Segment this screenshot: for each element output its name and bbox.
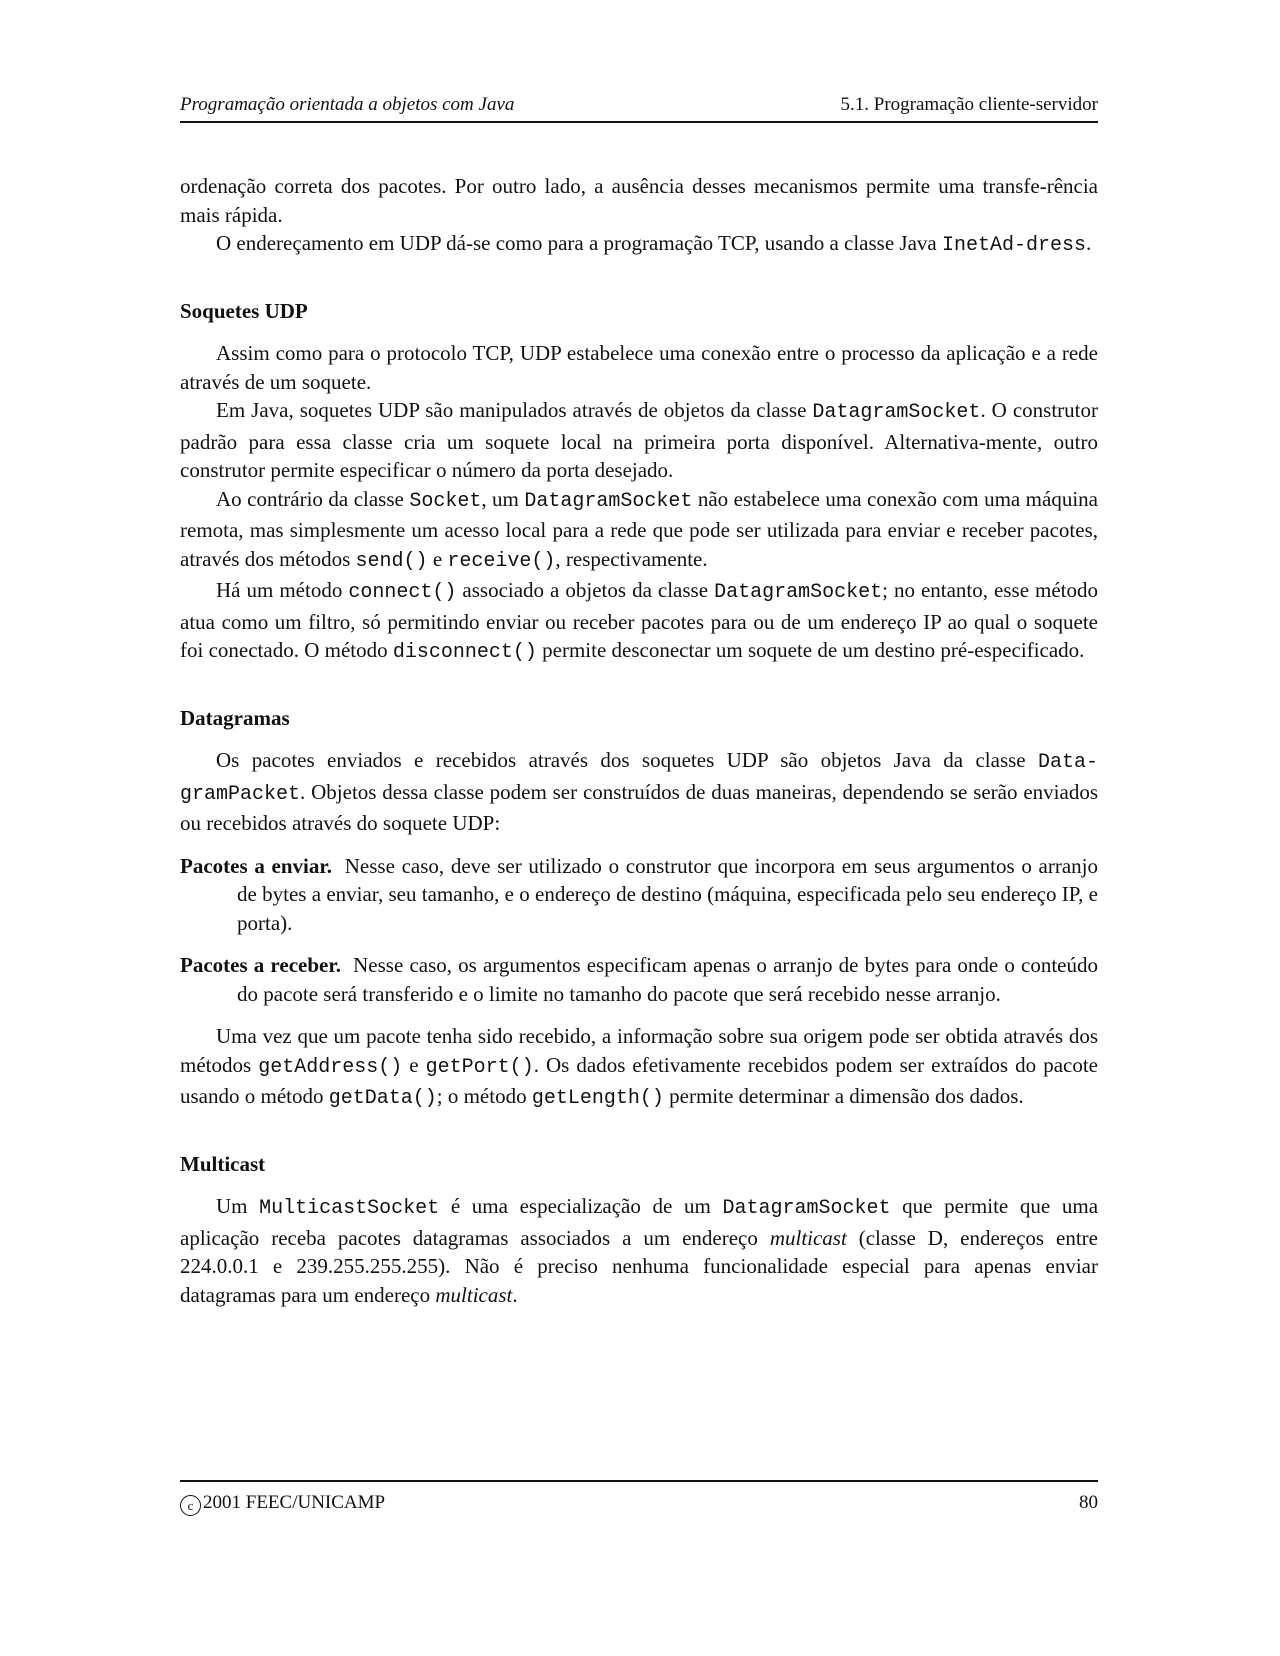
text: (classe D, endereços entre 224.0.0.1 e 239.255.255.255). Não é preciso nenhuma funcionalidade especial para apenas enviar datagramas para um endereço [180, 1225, 1098, 1307]
text: , respectivamente. [555, 546, 708, 571]
soquetes-paragraph-1: Assim como para o protocolo TCP, UDP estabelece uma conexão entre o processo da aplicação e a rede através de um soquete. [180, 341, 1098, 394]
text: . O construtor padrão para essa classe cria um soquete local na primeira porta disponível. Alternativa-mente, outro construtor permite especificar o número da porta desejado. [180, 398, 1098, 482]
text: não estabelece uma conexão com uma máquina remota, mas simplesmente um acesso local para a rede que pode ser utilizada para enviar e receber pacotes, através dos métodos [180, 486, 1098, 571]
term-pacotes-enviar: Pacotes a enviar. [180, 853, 333, 878]
code-disconnect: disconnect() [392, 641, 537, 664]
code-send: send() [355, 549, 428, 573]
datagramas-paragraph-2 [180, 1022, 1098, 1114]
code-datagramsocket: DatagramSocket [524, 489, 693, 513]
intro-paragraph-2 [180, 229, 1098, 261]
term-pacotes-receber: Pacotes a receber. [180, 953, 341, 977]
copyright-text: 2001 FEEC/UNICAMP [203, 1492, 386, 1513]
code-multicastsocket: MulticastSocket [259, 1197, 440, 1220]
text: , um [481, 486, 525, 511]
code-getdata: getData() [328, 1087, 437, 1110]
text: Uma vez que um pacote tenha sido recebido, a informação sobre sua origem pode ser obtida através dos métodos [180, 1024, 1098, 1077]
code-getport: getPort() [425, 1055, 534, 1079]
text: Em Java, soquetes UDP são manipulados através de objetos da classe [216, 398, 813, 422]
code-datagramsocket: DatagramSocket [714, 581, 883, 604]
copyright-icon: c [180, 1495, 201, 1516]
multicast-paragraph-1 [180, 1192, 1098, 1309]
text: O endereçamento em UDP dá-se como para a programação TCP, usando a classe Java [216, 231, 942, 255]
code-inetaddress: InetAd-dress [942, 234, 1087, 257]
text: Nesse caso, deve ser utilizado o construtor que incorpora em seus argumentos o arranjo de bytes a enviar, seu tamanho, e o endereço de destino (máquina, especificada pelo seu endereço IP, e porta). [237, 853, 1098, 935]
code-socket: Socket [409, 489, 482, 513]
description-item-enviar [180, 852, 1098, 938]
page-number: 80 [1079, 1492, 1098, 1513]
datagramas-paragraph-1 [180, 746, 1098, 838]
text: ; no entanto, esse método atua como um filtro, só permitindo enviar ou receber pacotes para ou de um endereço IP ao qual o soquete foi conectado. O método [180, 578, 1099, 662]
text: Os pacotes enviados e recebidos através dos soquetes UDP são objetos Java da classe [216, 748, 1038, 772]
text: permite determinar a dimensão dos dados. [663, 1084, 1024, 1108]
code-datagramsocket: DatagramSocket [722, 1197, 891, 1220]
text: Ao contrário da classe [216, 486, 410, 511]
text: e [427, 546, 448, 571]
code-getlength: getLength() [531, 1087, 664, 1110]
text: permite desconectar um soquete de um destino pré-especificado. [536, 638, 1085, 662]
text: . [512, 1282, 518, 1307]
heading-datagramas: Datagramas [180, 705, 290, 730]
text: é uma especialização de um [439, 1194, 723, 1218]
code-connect: connect() [348, 581, 457, 604]
text: . Objetos dessa classe podem ser construídos de duas maneiras, dependendo se serão enviados ou recebidos através do soquete UDP: [180, 779, 1098, 835]
soquetes-paragraph-2 [180, 396, 1098, 485]
copyright-notice [180, 1492, 385, 1516]
text: associado a objetos da classe [456, 578, 715, 602]
code-receive: receive() [447, 549, 556, 573]
page-footer [180, 1480, 1098, 1516]
text: . [1086, 231, 1092, 255]
heading-soquetes-udp: Soquetes UDP [180, 298, 308, 323]
text: . Os dados efetivamente recebidos podem ser extraídos do pacote usando o método [180, 1052, 1098, 1108]
text: que permite que uma aplicação receba pacotes datagramas associados a um endereço [180, 1194, 1099, 1250]
intro-paragraph-1: ordenação correta dos pacotes. Por outro lado, a ausência desses mecanismos permite uma transfe-rência mais rápida. [180, 174, 1098, 227]
text: Um [216, 1194, 260, 1218]
heading-multicast: Multicast [180, 1151, 266, 1176]
code-getaddress: getAddress() [258, 1055, 403, 1079]
code-datagrampacket: Data-gramPacket [180, 751, 1098, 806]
text: e [402, 1052, 426, 1077]
code-datagramsocket: DatagramSocket [812, 401, 981, 424]
text: Nesse caso, os argumentos especificam apenas o arranjo de bytes para onde o conteúdo do pacote será transferido e o limite no tamanho do pacote que será recebido nesse arranjo. [237, 953, 1099, 1006]
description-item-receber [180, 951, 1098, 1008]
soquetes-paragraph-4 [180, 576, 1098, 668]
running-header [180, 94, 1098, 123]
text: Há um método [216, 578, 349, 602]
header-section-title: 5.1. Programação cliente-servidor [840, 94, 1098, 115]
soquetes-paragraph-3 [180, 485, 1098, 577]
page-body [180, 172, 1098, 1309]
header-book-title: Programação orientada a objetos com Java [180, 94, 515, 115]
text: ; o método [436, 1084, 532, 1108]
emphasis-multicast: multicast [769, 1225, 847, 1250]
emphasis-multicast: multicast [435, 1282, 513, 1307]
